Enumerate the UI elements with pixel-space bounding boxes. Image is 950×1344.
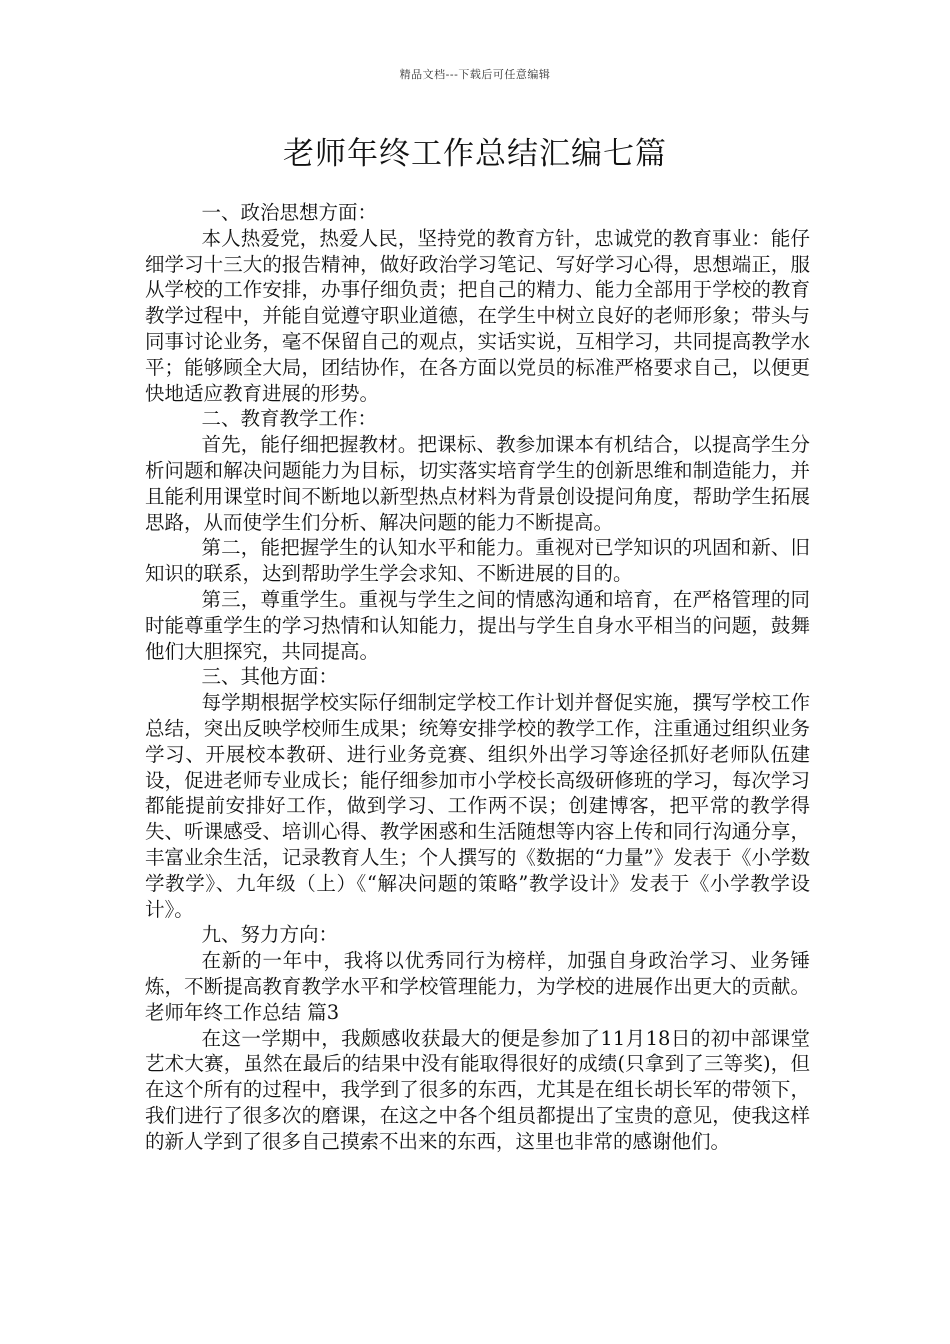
paragraph-politics: 本人热爱党，热爱人民，坚持党的教育方针，忠诚党的教育事业：能仔细学习十三大的报告精神，做好政治学习笔记、写好学习心得，思想端正，服从学校的工作安排，办事仔细负责；把自己的精力、能力全部用于学校的教育教学过程中，并能自觉遵守职业道德，在学生中树立良好的老师形象；带头与同事讨论业务，毫不保留自己的观点，实话实说，互相学习，共同提高教学水平；能够顾全大局，团结协作，在各方面以党员的标准严格要求自己，以便更快地适应教育进展的形势。 (145, 226, 810, 405)
document-title: 老师年终工作总结汇编七篇 (283, 136, 667, 172)
section-heading-other: 三、其他方面： (201, 665, 339, 689)
paragraph-other: 每学期根据学校实际仔细制定学校工作计划并督促实施，撰写学校工作总结，突出反映学校师生成果；统筹安排学校的教学工作，注重通过组织业务学习、开展校本教研、进行业务竞赛、组织外出学习等途径抓好老师队伍建设，促进老师专业成长；能仔细参加市小学校长高级研修班的学习，每次学习都能提前安排好工作，做到学习、工作两不误；创建博客，把平常的教学得失、听课感受、培训心得、教学困惑和生活随想等内容上传和同行沟通分享，丰富业余生活，记录教育人生；个人撰写的《数据的“力量”》发表于《小学数学教学》、九年级（上）《“解决问题的策略”教学设计》发表于《小学教学设计》。 (145, 691, 810, 921)
header-note: 精品文档---下载后可任意编辑 (399, 68, 551, 81)
document-body (145, 200, 810, 1154)
paragraph-direction: 在新的一年中，我将以优秀同行为榜样，加强自身政治学习、业务锤炼，不断提高教育教学水平和学校管理能力，为学校的进展作出更大的贡献。老师年终工作总结 篇3 (145, 949, 810, 1024)
section-heading-teaching: 二、教育教学工作： (201, 407, 378, 431)
paragraph-teaching-first: 首先，能仔细把握教材。把课标、教参加课本有机结合，以提高学生分析问题和解决问题能力为目标，切实落实培育学生的创新思维和制造能力，并且能利用课堂时间不断地以新型热点材料为背景创设提问角度，帮助学生拓展思路，从而使学生们分析、解决问题的能力不断提高。 (145, 433, 810, 534)
paragraph-teaching-second: 第二，能把握学生的认知水平和能力。重视对已学知识的巩固和新、旧知识的联系，达到帮助学生学会求知、不断进展的目的。 (145, 536, 810, 586)
section-heading-direction: 九、努力方向： (201, 923, 339, 947)
section-heading-politics: 一、政治思想方面： (201, 201, 378, 224)
paragraph-teaching-third: 第三，尊重学生。重视与学生之间的情感沟通和培育，在严格管理的同时能尊重学生的学习热情和认知能力，提出与学生自身水平相当的问题，鼓舞他们大胆探究，共同提高。 (145, 587, 810, 663)
paragraph-semester: 在这一学期中，我颇感收获最大的便是参加了11月18日的初中部课堂艺术大赛，虽然在最后的结果中没有能取得很好的成绩(只拿到了三等奖)，但在这个所有的过程中，我学到了很多的东西，尤其是在组长胡长军的带领下，我们进行了很多次的磨课，在这之中各个组员都提出了宝贵的意见，使我这样的新人学到了很多自己摸索不出来的东西，这里也非常的感谢他们。 (145, 1026, 810, 1153)
